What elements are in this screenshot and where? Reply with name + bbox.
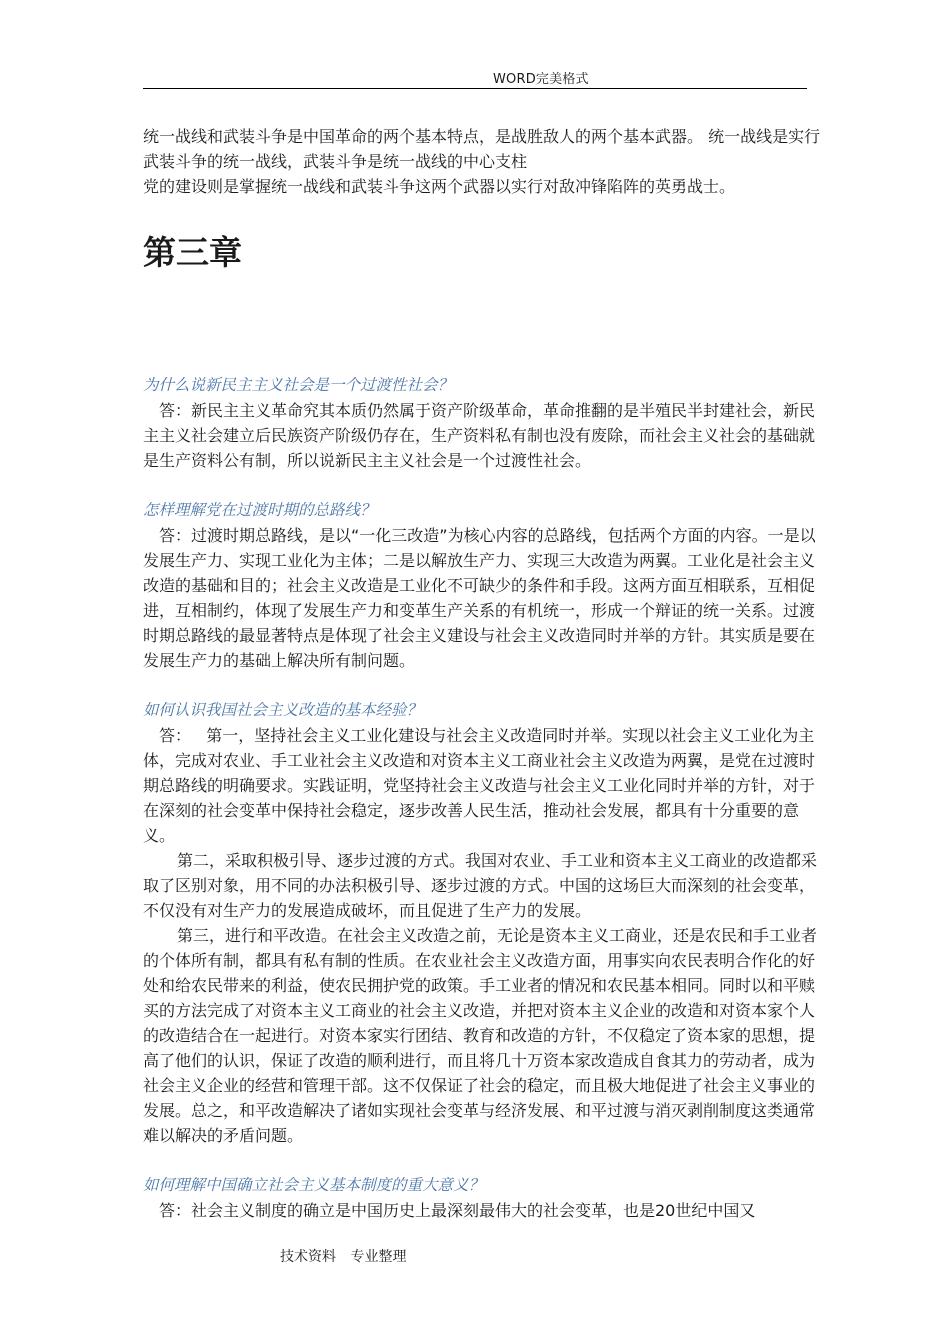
intro-paragraph-1: 统一战线和武装斗争是中国革命的两个基本特点，是战胜敌人的两个基本武器。 统一战线是实行武装斗争的统一战线，武装斗争是统一战线的中心支柱 (143, 127, 821, 171)
question-heading: 为什么说新民主主义社会是一个过渡性社会？ (143, 376, 454, 394)
intro-paragraph-2: 党的建设则是掌握统一战线和武装斗争这两个武器以实行对敌冲锋陷阵的英勇战士。 (143, 177, 736, 196)
answer-paragraph: 答：过渡时期总路线，是以“一化三改造”为核心内容的总路线，包括两个方面的内容。一是以发展生产力、实现工业化为主体；二是以解放生产力、实现三大改造为两翼。工业化是社会主义改造的基础和目的；社会主义改造是工业化不可缺少的条件和手段。这两方面互相联系，互相促进，互相制约，体现了发展生产力和变革生产关系的有机统一，形成一个辩证的统一关系。过渡时期总路线的最显著特点是体现了社会主义建设与社会主义改造同时并举的方针。其实质是要在发展生产力的基础上解决所有制问题。 (143, 526, 816, 670)
answer-paragraph: 答：社会主义制度的确立是中国历史上最深刻最伟大的社会变革，也是20世纪中国又 (159, 1201, 756, 1220)
question-heading: 如何认识我国社会主义改造的基本经验？ (143, 701, 423, 719)
document-body (143, 124, 823, 1223)
page-footer-text: 技术资料 专业整理 (280, 1249, 407, 1265)
chapter-heading: 第三章 (143, 233, 242, 272)
answer-paragraph: 答：新民主主义革命究其本质仍然属于资产阶级革命，革命推翻的是半殖民半封建社会，新民主主义社会建立后民族资产阶级仍存在，生产资料私有制也没有废除，而社会主义社会的基础就是生产资料公有制，所以说新民主主义社会是一个过渡性社会。 (143, 401, 816, 470)
answer-paragraph: 第二，采取积极引导、逐步过渡的方式。我国对农业、手工业和资本主义工商业的改造都采取了区别对象，用不同的办法积极引导、逐步过渡的方式。中国的这场巨大而深刻的社会变革，不仅没有对生产力的发展造成破坏，而且促进了生产力的发展。 (143, 851, 818, 920)
question-heading: 如何理解中国确立社会主义基本制度的重大意义？ (143, 1176, 485, 1194)
header-divider (143, 88, 807, 89)
page-header-title: WORD完美格式 (493, 72, 589, 87)
answer-paragraph: 第三，进行和平改造。在社会主义改造之前，无论是资本主义工商业，还是农民和手工业者的个体所有制，都具有私有制的性质。在农业社会主义改造方面，用事实向农民表明合作化的好处和给农民带来的利益，使农民拥护党的政策。手工业者的情况和农民基本相同。同时以和平赎买的方法完成了对资本主义工商业的社会主义改造，并把对资本主义企业的改造和对资本家个人的改造结合在一起进行。对资本家实行团结、教育和改造的方针，不仅稳定了资本家的思想，提高了他们的认识，保证了改造的顺利进行，而且将几十万资本家改造成自食其力的劳动者，成为社会主义企业的经营和管理干部。这不仅保证了社会的稳定，而且极大地促进了社会主义事业的发展。总之，和平改造解决了诸如实现社会变革与经济发展、和平过渡与消灭剥削制度这类通常难以解决的矛盾问题。 (143, 926, 818, 1145)
question-heading: 怎样理解党在过渡时期的总路线？ (143, 501, 376, 519)
answer-paragraph: 答： 第一，坚持社会主义工业化建设与社会主义改造同时并举。实现以社会主义工业化为主体，完成对农业、手工业社会主义改造和对资本主义工商业社会主义改造为两翼，是党在过渡时期总路线的明确要求。实践证明，党坚持社会主义改造与社会主义工业化同时并举的方针，对于在深刻的社会变革中保持社会稳定，逐步改善人民生活，推动社会发展，都具有十分重要的意义。 (143, 726, 816, 845)
